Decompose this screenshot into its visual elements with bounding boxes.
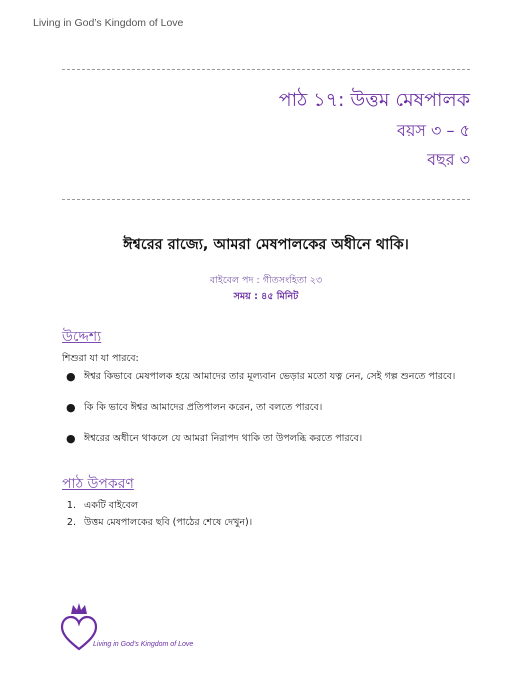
list-item: 2. উত্তম মেষপালকের ছবি (পাঠের শেষে দেখুন)। xyxy=(66,517,253,528)
bible-verse: বাইবেল পদ : গীতসংহিতা ২৩ xyxy=(209,275,323,286)
divider-top xyxy=(62,69,470,70)
materials-list xyxy=(62,497,252,531)
footer-text: Living in God’s Kingdom of Love xyxy=(93,641,194,648)
bullet-icon: ● xyxy=(66,401,76,414)
materials-heading: পাঠ উপকরণ xyxy=(62,476,134,492)
objectives-heading: উদ্দেশ্য xyxy=(62,329,102,345)
list-item: ● কি কি ভাবে ঈশ্বর আমাদের প্রতিপালন করেন, তা বলতে পারবে। xyxy=(66,401,323,414)
list-item: ● ঈশ্বরের অধীনে থাকলে যে আমরা নিরাপদ থাকি তা উপলব্ধি করতে পারবে। xyxy=(66,432,363,445)
running-header: Living in God’s Kingdom of Love xyxy=(33,17,184,29)
lesson-title: পাঠ ১৭: উত্তম মেষপালক xyxy=(278,89,470,111)
divider-bottom xyxy=(62,199,470,200)
lesson-time: সময় : ৪৫ মিনিট xyxy=(233,291,299,302)
theme-statement: ঈশ্বরের রাজ্যে, আমরা মেষপালকের অধীনে থাকি। xyxy=(123,237,409,253)
objectives-list xyxy=(62,369,472,462)
age-range: বয়স ৩ – ৫ xyxy=(397,121,470,140)
bullet-icon: ● xyxy=(66,370,76,383)
list-item: ● ঈশ্বর কিভাবে মেষপালক হয়ে আমাদের তার মূল্যবান ভেড়ার মতো যত্ন নেন, সেই গল্প শুনতে পারবে। xyxy=(66,370,456,383)
list-item: 1. একটি বাইবেল xyxy=(66,500,138,511)
bullet-icon: ● xyxy=(66,432,76,445)
lesson-year: বছর ৩ xyxy=(427,150,470,169)
objectives-lead: শিশুরা যা যা পারবে: xyxy=(62,353,139,364)
